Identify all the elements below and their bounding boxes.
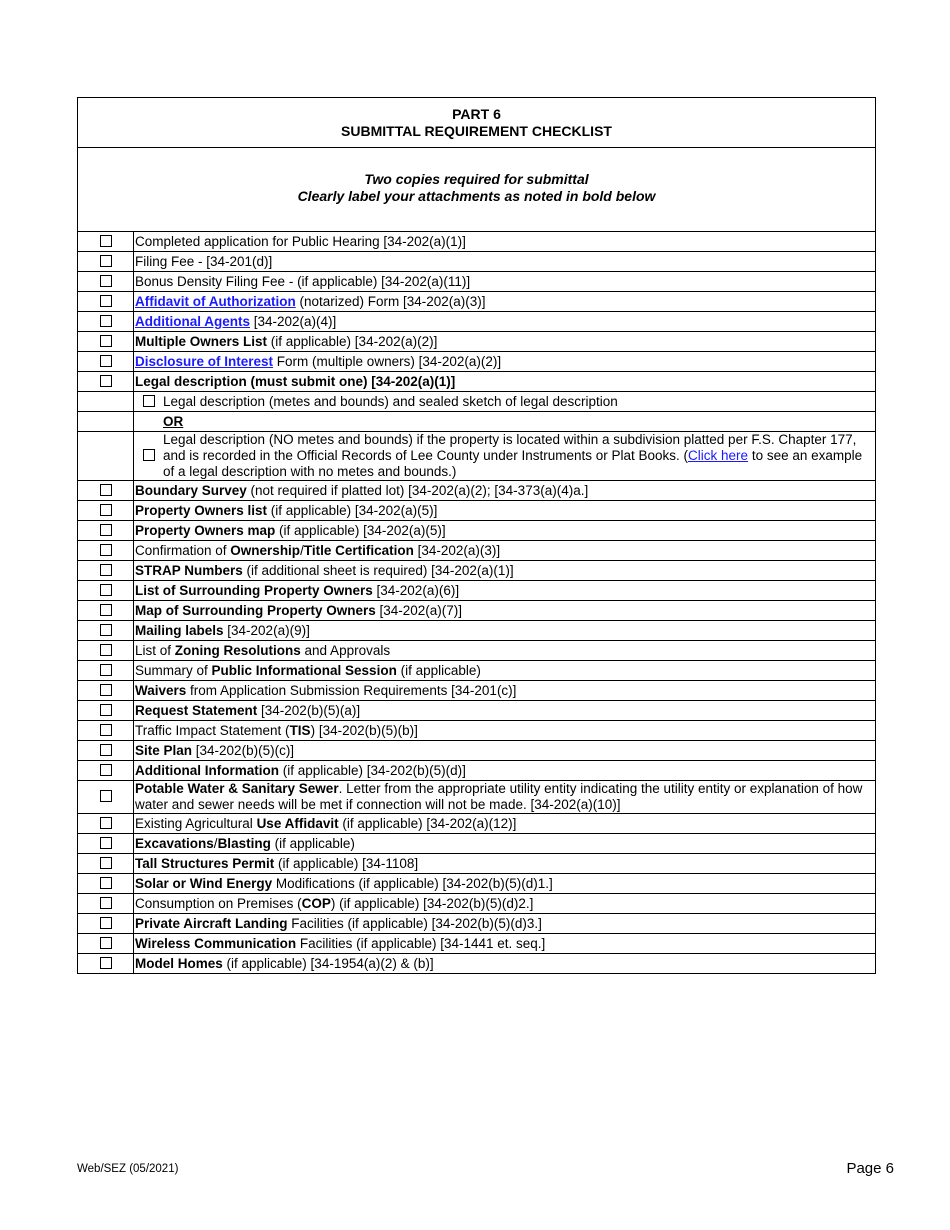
item-text: (if applicable) [34-202(a)(5)] xyxy=(275,522,446,538)
checklist-checkbox[interactable] xyxy=(100,504,112,516)
item-text: ) [34-202(b)(5)(b)] xyxy=(310,722,418,738)
checklist-row xyxy=(78,814,875,834)
item-bold-text: Mailing labels xyxy=(135,622,224,638)
item-text: [34-202(b)(5)(c)] xyxy=(192,742,295,758)
checklist-checkbox[interactable] xyxy=(100,255,112,267)
instruction-line-1: Two copies required for submittal xyxy=(364,171,589,187)
checkbox-cell xyxy=(78,521,134,541)
sub-option-label xyxy=(162,392,875,411)
item-bold-text: Potable Water & Sanitary Sewer xyxy=(135,781,339,796)
item-bold-text: Map of Surrounding Property Owners xyxy=(135,602,376,618)
checkbox-cell xyxy=(78,232,134,252)
item-text: (not required if platted lot) [34-202(a)(2); [34-373(a)(4)a.] xyxy=(246,482,589,498)
checkbox-cell xyxy=(78,954,134,974)
checklist-checkbox[interactable] xyxy=(100,704,112,716)
checklist-subrow xyxy=(78,392,875,412)
item-bold-text: Blasting xyxy=(217,835,271,851)
item-text: Traffic Impact Statement ( xyxy=(135,722,290,738)
item-bold-text: Use Affidavit xyxy=(256,815,339,831)
item-label xyxy=(134,661,876,681)
checklist-row xyxy=(78,741,875,761)
checklist-row xyxy=(78,541,875,561)
checklist-row xyxy=(78,601,875,621)
item-label xyxy=(134,914,876,934)
checklist-row xyxy=(78,621,875,641)
item-label xyxy=(134,481,876,501)
checkbox-cell xyxy=(78,681,134,701)
item-bold-text: Public Informational Session xyxy=(211,662,397,678)
checklist-checkbox[interactable] xyxy=(100,235,112,247)
checklist-checkbox[interactable] xyxy=(100,315,112,327)
item-text: ) (if applicable) [34-202(b)(5)(d)2.] xyxy=(330,895,534,911)
checkbox-cell xyxy=(78,481,134,501)
item-label xyxy=(134,741,876,761)
sub-option xyxy=(135,412,875,431)
item-label xyxy=(134,292,876,312)
checklist-checkbox[interactable] xyxy=(100,744,112,756)
checkbox-cell xyxy=(78,701,134,721)
sub-checkbox-cell xyxy=(135,412,162,431)
item-bold-text: Property Owners map xyxy=(135,522,276,538)
item-text: Facilities (if applicable) [34-202(b)(5)(d)3.] xyxy=(287,915,542,931)
item-link[interactable]: Disclosure of Interest xyxy=(135,353,274,369)
item-bold-text: TIS xyxy=(289,722,311,738)
sub-option-checkbox[interactable] xyxy=(143,449,155,461)
item-label xyxy=(134,934,876,954)
item-label xyxy=(134,501,876,521)
checklist-checkbox[interactable] xyxy=(100,957,112,969)
checklist-checkbox[interactable] xyxy=(100,877,112,889)
checklist-checkbox[interactable] xyxy=(100,937,112,949)
checklist-row xyxy=(78,352,875,372)
checklist-row xyxy=(78,561,875,581)
checklist-checkbox[interactable] xyxy=(100,917,112,929)
item-label xyxy=(134,781,876,814)
item-label xyxy=(134,252,876,272)
checklist-checkbox[interactable] xyxy=(100,624,112,636)
checklist-row xyxy=(78,761,875,781)
checklist-checkbox[interactable] xyxy=(100,837,112,849)
checklist-checkbox[interactable] xyxy=(100,604,112,616)
item-text: Legal description (metes and bounds) and sealed sketch of legal description xyxy=(163,393,618,409)
item-label xyxy=(134,854,876,874)
item-bold-text: Tall Structures Permit xyxy=(135,855,275,871)
item-label xyxy=(134,521,876,541)
checklist-checkbox[interactable] xyxy=(100,564,112,576)
checklist-checkbox[interactable] xyxy=(100,664,112,676)
checklist-checkbox[interactable] xyxy=(100,817,112,829)
item-text: (notarized) Form [34-202(a)(3)] xyxy=(295,293,486,309)
checklist-row xyxy=(78,661,875,681)
form-code: Web/SEZ (05/2021) xyxy=(77,1163,179,1175)
item-label xyxy=(134,874,876,894)
checkbox-cell xyxy=(78,581,134,601)
checklist-row xyxy=(78,501,875,521)
item-label xyxy=(134,392,876,412)
item-link[interactable]: Additional Agents xyxy=(135,313,250,329)
checklist-checkbox[interactable] xyxy=(100,375,112,387)
item-text: [34-202(a)(7)] xyxy=(375,602,463,618)
item-bold-text: OR xyxy=(163,413,184,429)
item-text: [34-202(a)(4)] xyxy=(250,313,337,329)
item-text: Confirmation of xyxy=(135,542,231,558)
item-bold-text: Multiple Owners List xyxy=(135,333,268,349)
checkbox-cell xyxy=(78,781,134,814)
item-label xyxy=(134,332,876,352)
checkbox-cell xyxy=(78,252,134,272)
checkbox-cell xyxy=(78,412,134,432)
item-bold-text: Additional Information xyxy=(135,762,279,778)
item-text: [34-202(b)(5)(a)] xyxy=(257,702,361,718)
checklist-table xyxy=(78,232,875,974)
sub-option-label xyxy=(162,432,875,480)
checklist-sheet xyxy=(77,97,876,974)
checkbox-cell xyxy=(78,814,134,834)
item-bold-text: Ownership xyxy=(230,542,301,558)
item-text: and Approvals xyxy=(300,642,391,658)
item-text: (if applicable) [34-202(a)(2)] xyxy=(267,333,438,349)
checklist-row xyxy=(78,934,875,954)
instructions-header xyxy=(78,148,875,232)
item-text: Summary of xyxy=(135,662,212,678)
checklist-row xyxy=(78,481,875,501)
sub-option xyxy=(135,432,875,480)
checklist-row xyxy=(78,894,875,914)
item-label xyxy=(134,761,876,781)
checkbox-cell xyxy=(78,601,134,621)
checklist-row xyxy=(78,914,875,934)
checklist-checkbox[interactable] xyxy=(100,335,112,347)
checkbox-cell xyxy=(78,372,134,392)
checklist-checkbox[interactable] xyxy=(100,355,112,367)
item-text: Facilities (if applicable) [34-1441 et. seq.] xyxy=(296,935,546,951)
checklist-row xyxy=(78,232,875,252)
item-text: List of xyxy=(135,642,175,658)
page-number: Page 6 xyxy=(846,1160,894,1177)
checklist-checkbox[interactable] xyxy=(100,544,112,556)
item-link[interactable]: Affidavit of Authorization xyxy=(135,293,296,309)
checklist-row xyxy=(78,312,875,332)
checklist-row xyxy=(78,581,875,601)
item-bold-text: COP xyxy=(301,895,331,911)
checklist-row xyxy=(78,854,875,874)
checkbox-cell xyxy=(78,432,134,481)
checkbox-cell xyxy=(78,312,134,332)
item-link[interactable]: Click here xyxy=(688,448,749,463)
sub-checkbox-cell xyxy=(135,432,162,480)
item-label xyxy=(134,581,876,601)
checklist-checkbox[interactable] xyxy=(100,790,112,802)
item-label xyxy=(134,834,876,854)
checklist-row xyxy=(78,252,875,272)
sub-option-label xyxy=(162,412,875,431)
checklist-row xyxy=(78,721,875,741)
item-bold-text: Waivers xyxy=(135,682,187,698)
checklist-row xyxy=(78,292,875,312)
item-text: / xyxy=(300,542,304,558)
item-text: (if applicable) [34-202(a)(5)] xyxy=(267,502,438,518)
checklist-row xyxy=(78,332,875,352)
checklist-subrow xyxy=(78,432,875,481)
checkbox-cell xyxy=(78,292,134,312)
item-bold-text: Wireless Communication xyxy=(135,935,297,951)
checklist-checkbox[interactable] xyxy=(100,897,112,909)
item-bold-text: Excavations xyxy=(135,835,214,851)
checkbox-cell xyxy=(78,641,134,661)
item-label xyxy=(134,352,876,372)
checklist-checkbox[interactable] xyxy=(100,295,112,307)
item-label xyxy=(134,272,876,292)
item-label xyxy=(134,894,876,914)
checklist-checkbox[interactable] xyxy=(100,724,112,736)
instruction-line-2: Clearly label your attachments as noted in bold below xyxy=(297,188,656,204)
part-header xyxy=(78,98,875,148)
item-text: [34-202(a)(3)] xyxy=(413,542,501,558)
item-bold-text: Boundary Survey xyxy=(135,482,247,498)
page-title: SUBMITTAL REQUIREMENT CHECKLIST xyxy=(341,123,612,139)
checkbox-cell xyxy=(78,332,134,352)
item-text: (if additional sheet is required) [34-202(a)(1)] xyxy=(242,562,514,578)
checkbox-cell xyxy=(78,721,134,741)
checklist-row xyxy=(78,372,875,392)
item-label xyxy=(134,621,876,641)
item-bold-text: Private Aircraft Landing xyxy=(135,915,288,931)
item-label xyxy=(134,954,876,974)
checkbox-cell xyxy=(78,621,134,641)
item-bold-text: Solar or Wind Energy xyxy=(135,875,273,891)
item-text: Filing Fee - [34-201(d)] xyxy=(135,253,273,269)
checkbox-cell xyxy=(78,501,134,521)
checklist-row xyxy=(78,874,875,894)
checkbox-cell xyxy=(78,392,134,412)
checklist-checkbox[interactable] xyxy=(100,644,112,656)
item-label xyxy=(134,641,876,661)
checklist-row xyxy=(78,272,875,292)
item-text: Existing Agricultural xyxy=(135,815,257,831)
checklist-row xyxy=(78,834,875,854)
checklist-row xyxy=(78,781,875,814)
item-label xyxy=(134,312,876,332)
item-label xyxy=(134,232,876,252)
checklist-checkbox[interactable] xyxy=(100,275,112,287)
item-text: [34-202(a)(9)] xyxy=(223,622,310,638)
item-bold-text: List of Surrounding Property Owners xyxy=(135,582,373,598)
checklist-row xyxy=(78,641,875,661)
checklist-row xyxy=(78,681,875,701)
checklist-checkbox[interactable] xyxy=(100,524,112,536)
item-text: (if applicable) [34-202(b)(5)(d)] xyxy=(279,762,466,778)
item-bold-text: STRAP Numbers xyxy=(135,562,243,578)
checklist-row xyxy=(78,701,875,721)
item-label xyxy=(134,541,876,561)
checklist-checkbox[interactable] xyxy=(100,584,112,596)
checkbox-cell xyxy=(78,894,134,914)
checkbox-cell xyxy=(78,934,134,954)
sub-option xyxy=(135,392,875,411)
item-bold-text: Site Plan xyxy=(135,742,193,758)
item-text: (if applicable) xyxy=(270,835,355,851)
item-text: (if applicable) [34-1108] xyxy=(274,855,419,871)
item-label xyxy=(134,701,876,721)
item-label xyxy=(134,432,876,481)
item-label xyxy=(134,412,876,432)
checkbox-cell xyxy=(78,761,134,781)
checklist-subrow xyxy=(78,412,875,432)
item-text: to see an example of a legal description with no metes and bounds.) xyxy=(163,448,863,479)
item-text: . Letter from the appropriate utility entity indicating the utility entity or explanation of how water and sewer needs will be met if connection will not be made. [34-202(a)(10)] xyxy=(135,781,863,812)
checklist-checkbox[interactable] xyxy=(100,764,112,776)
checkbox-cell xyxy=(78,741,134,761)
item-text: Modifications (if applicable) [34-202(b)(5)(d)1.] xyxy=(272,875,553,891)
item-bold-text: Legal description (must submit one) [34-202(a)(1)] xyxy=(135,373,456,389)
checklist-checkbox[interactable] xyxy=(100,857,112,869)
item-text: Bonus Density Filing Fee - (if applicable) [34-202(a)(11)] xyxy=(135,273,471,289)
checkbox-cell xyxy=(78,874,134,894)
item-bold-text: Title Certification xyxy=(303,542,414,558)
item-text: (if applicable) [34-202(a)(12)] xyxy=(338,815,517,831)
item-bold-text: Property Owners list xyxy=(135,502,268,518)
checklist-checkbox[interactable] xyxy=(100,684,112,696)
item-text: (if applicable) [34-1954(a)(2) & (b)] xyxy=(222,955,434,971)
item-text: Legal description (NO metes and bounds) if the property is located within a subdivision platted per F.S. Chapter 177, and is recorded in the Official Records of Lee County under Instruments or Plat Books. ( xyxy=(163,432,857,463)
checkbox-cell xyxy=(78,352,134,372)
part-number: PART 6 xyxy=(452,106,501,122)
item-text: Consumption on Premises ( xyxy=(135,895,302,911)
item-label xyxy=(134,561,876,581)
item-label xyxy=(134,601,876,621)
checkbox-cell xyxy=(78,914,134,934)
item-text: Form (multiple owners) [34-202(a)(2)] xyxy=(273,353,502,369)
item-bold-text: Zoning Resolutions xyxy=(174,642,301,658)
checkbox-cell xyxy=(78,854,134,874)
item-label xyxy=(134,814,876,834)
checkbox-cell xyxy=(78,272,134,292)
sub-checkbox-cell xyxy=(135,392,162,411)
checklist-row xyxy=(78,954,875,974)
checkbox-cell xyxy=(78,661,134,681)
item-text: [34-202(a)(6)] xyxy=(372,582,460,598)
checklist-row xyxy=(78,521,875,541)
checklist-checkbox[interactable] xyxy=(100,484,112,496)
item-text: (if applicable) xyxy=(396,662,481,678)
checkbox-cell xyxy=(78,541,134,561)
item-bold-text: Request Statement xyxy=(135,702,258,718)
checkbox-cell xyxy=(78,834,134,854)
item-text: from Application Submission Requirements [34-201(c)] xyxy=(186,682,517,698)
item-label xyxy=(134,681,876,701)
item-label xyxy=(134,721,876,741)
checkbox-cell xyxy=(78,561,134,581)
item-label xyxy=(134,372,876,392)
sub-option-checkbox[interactable] xyxy=(143,395,155,407)
item-text: Completed application for Public Hearing [34-202(a)(1)] xyxy=(135,233,466,249)
item-text: / xyxy=(213,835,218,851)
item-bold-text: Model Homes xyxy=(135,955,223,971)
